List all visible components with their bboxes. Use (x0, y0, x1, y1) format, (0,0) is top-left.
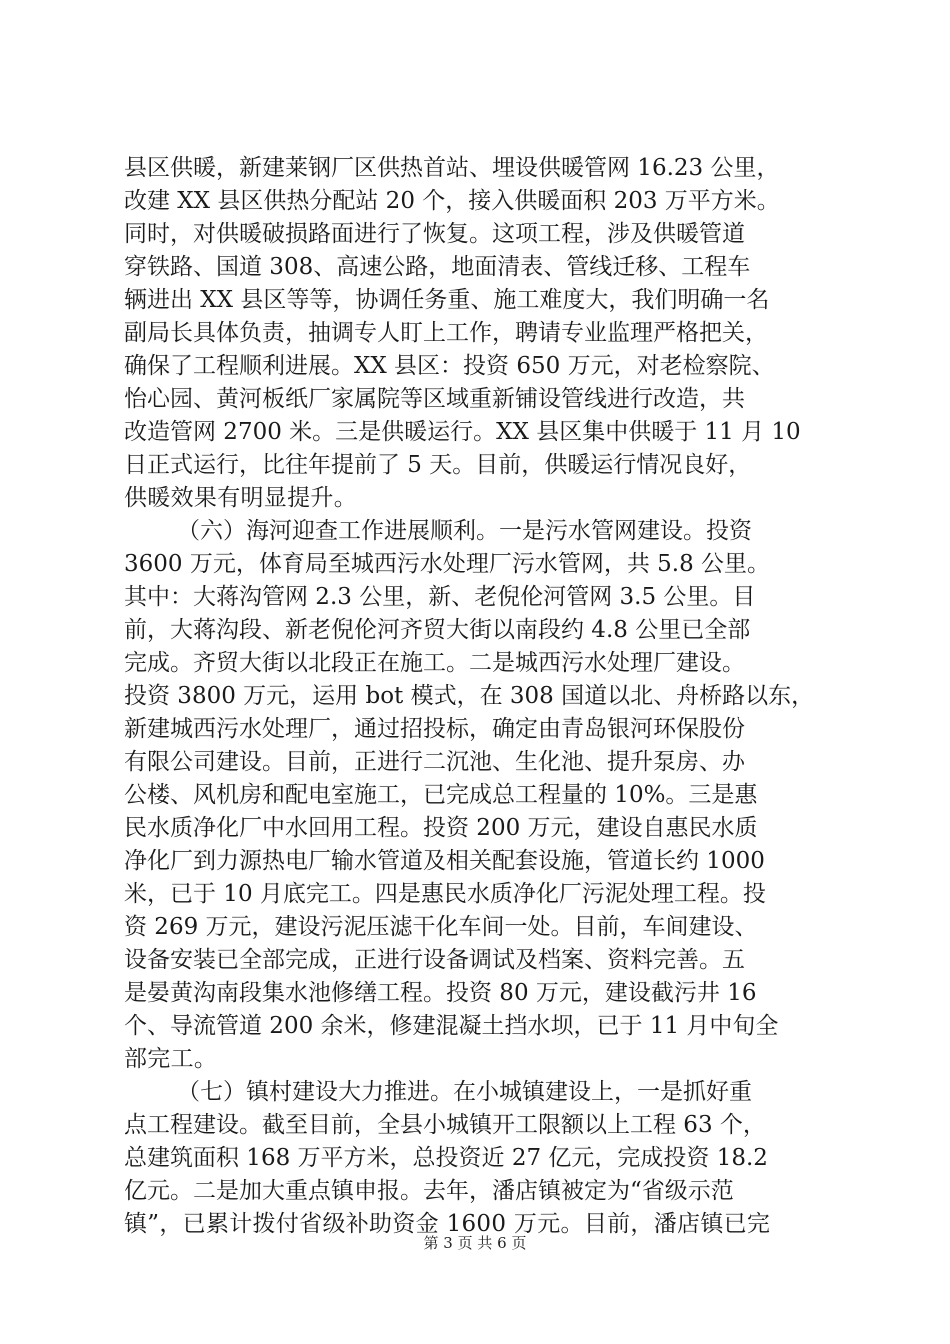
text-line: 有限公司建设。目前，正进行二沉池、生化池、提升泵房、办 (124, 749, 745, 775)
text-line: 投资 3800 万元，运用 bot 模式，在 308 国道以北、舟桥路以东， (124, 683, 815, 709)
document-body (124, 152, 836, 1241)
text-line: 是晏黄沟南段集水池修缮工程。投资 80 万元，建设截污井 16 (124, 980, 757, 1006)
text-line: 确保了工程顺利进展。XX 县区：投资 650 万元，对老检察院、 (124, 353, 775, 379)
text-line: 个、导流管道 200 余米，修建混凝土挡水坝，已于 11 月中旬全 (124, 1013, 779, 1039)
text-line: 供暖效果有明显提升。 (124, 485, 357, 511)
text-line: 前，大蒋沟段、新老倪伦河齐贸大街以南段约 4.8 公里已全部 (124, 617, 751, 643)
text-line: 辆进出 XX 县区等等，协调任务重、施工难度大，我们明确一名 (124, 287, 770, 313)
text-line: 总建筑面积 168 万平方米，总投资近 27 亿元，完成投资 18.2 (124, 1145, 768, 1171)
text-line: 资 269 万元，建设污泥压滤干化车间一处。目前，车间建设、 (124, 914, 758, 940)
paragraph (124, 1076, 836, 1241)
text-line: 3600 万元，体育局至城西污水处理厂污水管网，共 5.8 公里。 (124, 551, 771, 577)
text-line: 穿铁路、国道 308、高速公路，地面清表、管线迁移、工程车 (124, 254, 751, 280)
text-line: 其中：大蒋沟管网 2.3 公里，新、老倪伦河管网 3.5 公里。目 (124, 584, 756, 610)
text-line: 县区供暖，新建莱钢厂区供热首站、埋设供暖管网 16.23 公里， (124, 155, 780, 181)
text-line: 怡心园、黄河板纸厂家属院等区域重新铺设管线进行改造，共 (124, 386, 745, 412)
text-line: 副局长具体负责，抽调专人盯上工作，聘请专业监理严格把关， (124, 320, 768, 346)
text-line: 公楼、风机房和配电室施工，已完成总工程量的 10%。三是惠 (124, 782, 758, 808)
page-footer: 第 3 页 共 6 页 (423, 1234, 527, 1252)
text-line: 日正式运行，比往年提前了 5 天。目前，供暖运行情况良好， (124, 452, 752, 478)
text-line: 设备安装已全部完成，正进行设备调试及档案、资料完善。五 (124, 947, 745, 973)
text-line: 完成。齐贸大街以北段正在施工。二是城西污水处理厂建设。 (124, 650, 745, 676)
text-line: 民水质净化厂中水回用工程。投资 200 万元，建设自惠民水质 (124, 815, 758, 841)
text-line: 镇”，已累计拨付省级补助资金 1600 万元。目前，潘店镇已完 (124, 1211, 771, 1237)
text-line: （六）海河迎查工作进展顺利。一是污水管网建设。投资 (177, 518, 752, 544)
paragraph (124, 515, 836, 1076)
text-line: 亿元。二是加大重点镇申报。去年，潘店镇被定为“省级示范 (124, 1178, 734, 1204)
text-line: 点工程建设。截至目前，全县小城镇开工限额以上工程 63 个， (124, 1112, 766, 1138)
text-line: 改造管网 2700 米。三是供暖运行。XX 县区集中供暖于 11 月 10 (124, 419, 801, 445)
text-line: 米，已于 10 月底完工。四是惠民水质净化厂污泥处理工程。投 (124, 881, 766, 907)
text-line: 部完工。 (124, 1046, 218, 1072)
text-line: 净化厂到力源热电厂输水管道及相关配套设施，管道长约 1000 (124, 848, 765, 874)
text-line: 新建城西污水处理厂，通过招投标，确定由青岛银河环保股份 (124, 716, 745, 742)
text-line: 改建 XX 县区供热分配站 20 个，接入供暖面积 203 万平方米。 (124, 188, 780, 214)
text-line: 同时，对供暖破损路面进行了恢复。这项工程，涉及供暖管道 (124, 221, 745, 247)
text-line: （七）镇村建设大力推进。在小城镇建设上，一是抓好重 (177, 1079, 752, 1105)
paragraph (124, 152, 836, 515)
